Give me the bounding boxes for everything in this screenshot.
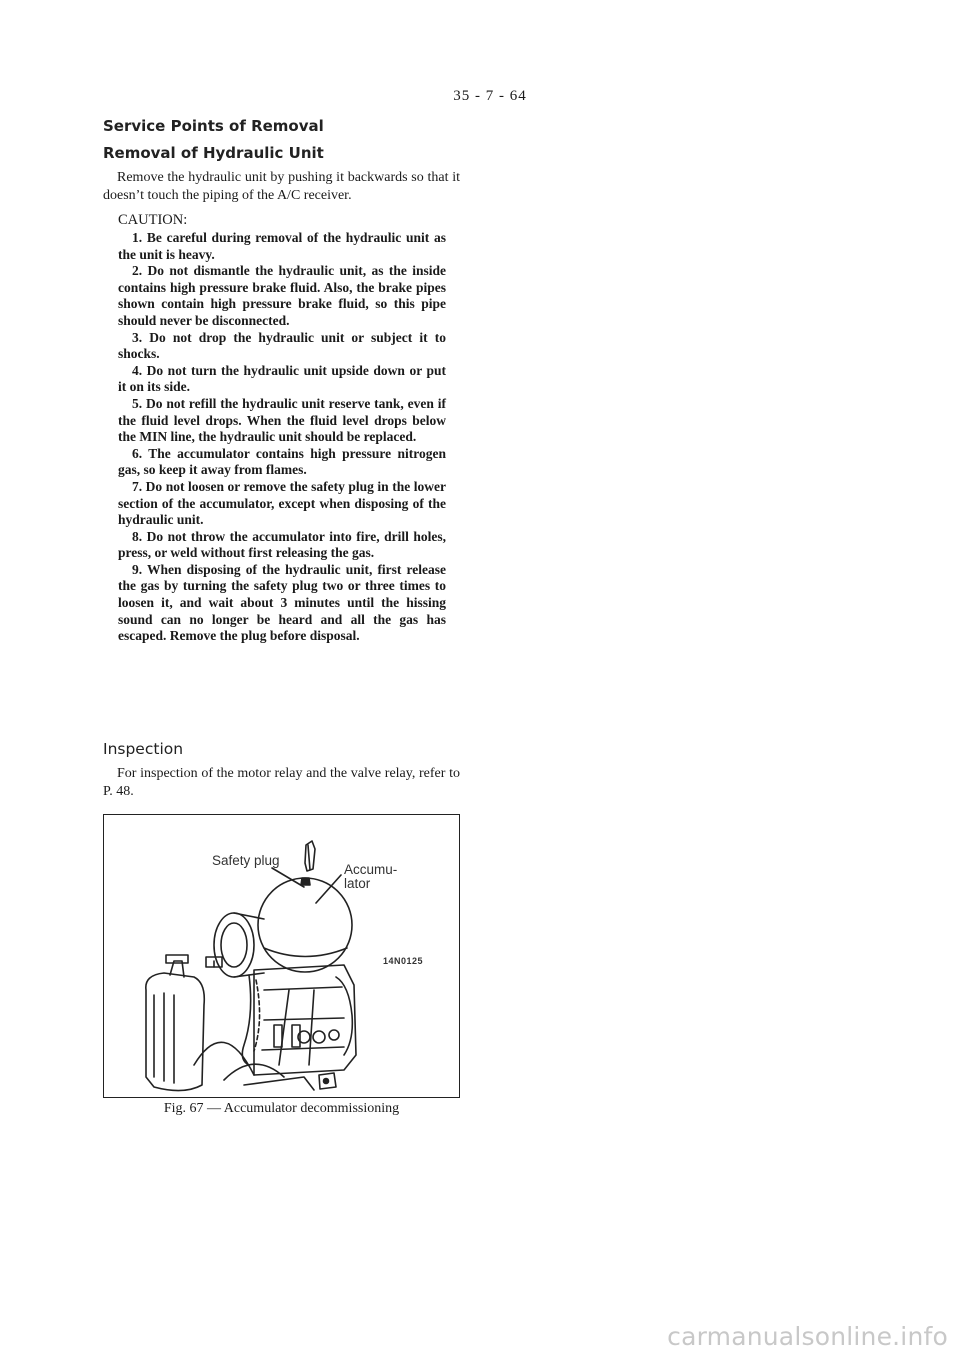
section-title: Service Points of Removal [103,117,324,135]
safety-plug-label: Safety plug [212,853,280,868]
caution-list [118,230,446,645]
inspection-paragraph: For inspection of the motor relay and the valve relay, refer to P. 48. [103,766,460,799]
caution-item: 6. The accumulator contains high pressure nitrogen gas, so keep it away from flames. [118,445,446,478]
subsection-title: Removal of Hydraulic Unit [103,144,324,162]
caution-item: 8. Do not throw the accumulator into fire, drill holes, press, or weld without first releasing the gas. [118,528,446,561]
caution-item: 4. Do not turn the hydraulic unit upside down or put it on its side. [118,362,446,395]
inspection-title: Inspection [103,740,184,758]
figure-frame [103,814,460,1098]
caution-item: 9. When disposing of the hydraulic unit, first release the gas by turning the safety plug two or three times to loosen it, and wait about 3 minutes until the hissing sound can no longer be heard and all the gas has escaped. Remove the plug before disposal. [118,561,446,644]
page-number: 35 - 7 - 64 [453,88,527,104]
watermark: carmanualsonline.info [667,1322,948,1351]
figure-caption: Fig. 67 — Accumulator decommissioning [163,1101,400,1116]
caution-item: 3. Do not drop the hydraulic unit or subject it to shocks. [118,329,446,362]
intro-paragraph: Remove the hydraulic unit by pushing it backwards so that it doesn’t touch the piping of the A/C receiver. [103,170,460,203]
caution-item: 2. Do not dismantle the hydraulic unit, as the inside contains high pressure brake fluid. Also, the brake pipes shown contain high pressure brake fluid, so this pipe should never be disconnected. [118,263,446,328]
caution-item: 5. Do not refill the hydraulic unit reserve tank, even if the fluid level drops. When the fluid level drops below the MIN line, the hydraulic unit should be replaced. [118,395,446,445]
caution-item: 1. Be careful during removal of the hydraulic unit as the unit is heavy. [118,230,446,262]
caution-title: CAUTION: [118,212,188,228]
figure-code: 14N0125 [383,956,424,966]
accumulator-label: Accumu- lator [344,862,398,891]
caution-item: 7. Do not loosen or remove the safety plug in the lower section of the accumulator, except when disposing of the hydraulic unit. [118,478,446,528]
